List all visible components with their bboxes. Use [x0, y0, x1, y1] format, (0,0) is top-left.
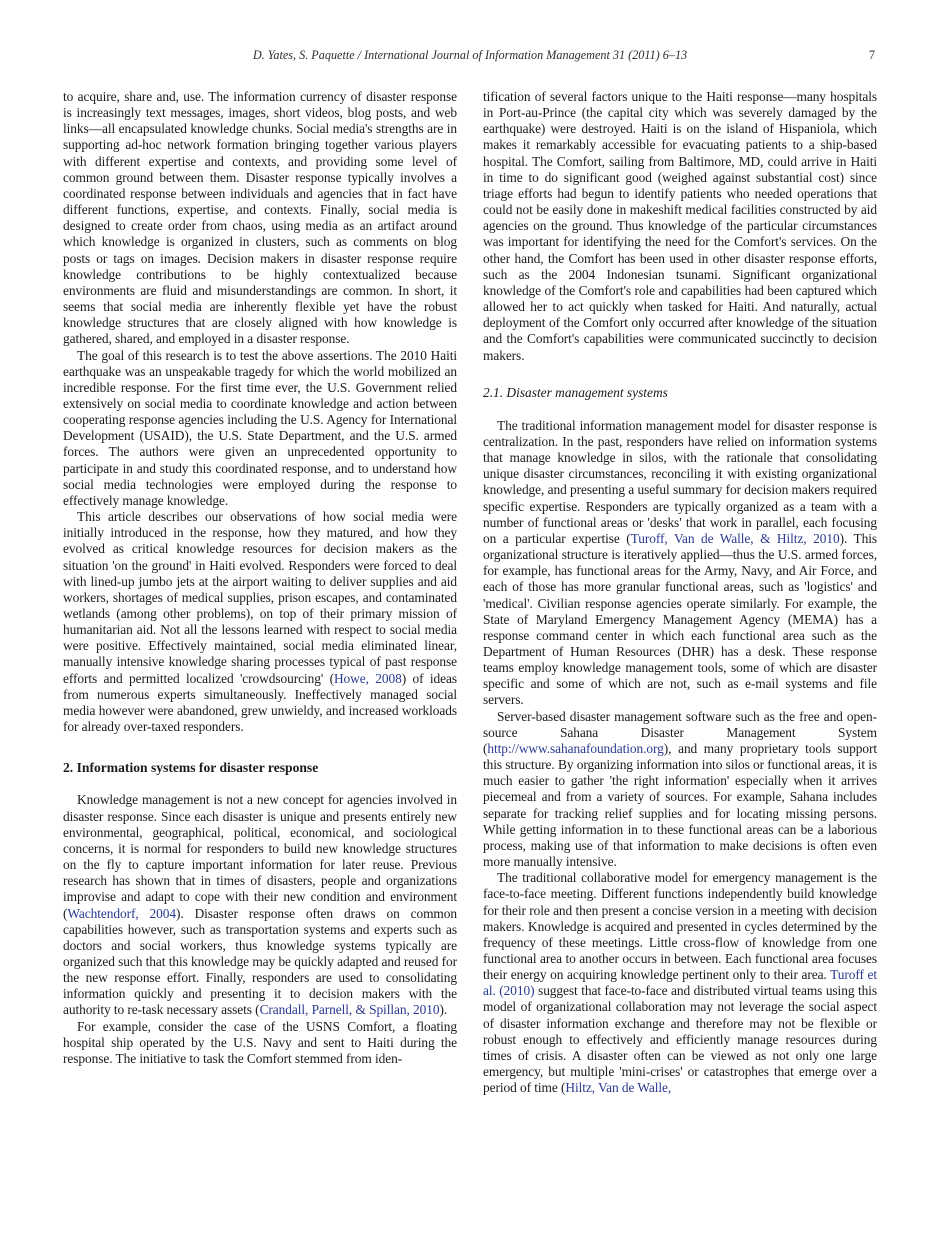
two-column-body [63, 89, 877, 1096]
text-run: 2.1. Disaster management systems [483, 384, 668, 400]
citation-wachtendorf-2004[interactable]: Wachtendorf, 2004 [67, 905, 176, 921]
paragraph [483, 709, 877, 871]
running-head [63, 48, 877, 63]
subsection-heading [483, 385, 877, 401]
text-run: ). Disaster response often draws on common capabilities however, such as transportation systems and experts such as doctors and social workers, thus knowledge systems typically are organized such that this knowledge may be quickly adapted and reused for the new response effort. Finally, responders are used to consolidating information quickly and presenting it to decision makers with the authority to re-task necessary assets ( [63, 905, 458, 1018]
text-run: This article describes our observations of how social media were initially introduced in the response, how they matured, and how they evolved as critical knowledge resources for decision makers as the situation 'on the ground' in Haiti evolved. Responders were forced to deal with lined-up jumbo jets at the airport waiting to deliver supplies and aid workers, shortages of medical supplies, prison escapes, and contaminated wetlands (among other problems), on top of their primary mission of humanitarian aid. Not all the lessons learned with respect to social media were positive. Effectively maintained, social media eliminated linear, manually intensive knowledge sharing processes typical of past response efforts and permitted localized 'crowdsourcing' ( [63, 509, 457, 686]
text-run: suggest that face-to-face and distributed virtual teams using this model of organizational collaboration may not leverage the social aspect of disaster information exchange and therefore may not be flexible or robust enough to effectively and efficiently manage resources during times of crisis. A disaster often can be viewed as not only one large emergency, but multiple 'mini-crises' or catastrophes that emerge over a period of time ( [483, 983, 877, 1096]
text-run: to acquire, share and, use. The information currency of disaster response is increasingly text messages, images, short videos, blog posts, and web links—all encapsulated knowledge chunks. Social media's strengths are in supporting ad-hoc network formation bringing together various players with different expertise and contexts, and providing some level of common ground between them. Disaster response typically involves a coordinated response between individuals and agencies that in fact have different functions, expertise, and contexts. Finally, social media is designed to create order from chaos, using media as an artifact around which knowledge is organized in clusters, such as comments on blog posts or tags on images. Decision makers in disaster response require knowledge contributions to be highly contextualized because environments are fluid and misunderstandings are common. In short, it seems that social media are inherently flexible yet have the robust knowledge structures that are closely aligned with how knowledge is gathered, shared, and employed in a disaster response. [63, 89, 457, 347]
text-run: Knowledge management is not a new concept for agencies involved in disaster response. Since each disaster is unique and presents entirely new environmental, geographical, political, economical, and sociological concerns, it is normal for responders to build new knowledge structures on the fly to capture important information for later reuse. Previous research has shown that in times of disasters, people and organizations improvise and adapt to cope with their new condition and environment ( [63, 792, 457, 921]
paragraph [63, 89, 457, 348]
paragraph [483, 89, 877, 364]
text-run: tification of several factors unique to the Haiti response—many hospitals in Port-au-Prince (the capital city which was severely damaged by the earthquake) were destroyed. Haiti is on the island of Hispaniola, which makes it remarkably accessible for evacuating patients to a ship-based hospital. The Comfort, sailing from Baltimore, MD, could arrive in Haiti in time to do significant good (weighed against substantial cost) since triage efforts had begun to identify patients who needed operations that could not be easily done in makeshift medical facilities constructed by aid agencies on the ground. Thus knowledge of the particular circumstances was important for identifying the need for the Comfort's services. On the other hand, the Comfort has been used in other disaster response efforts, such as the 2004 Indonesian tsunami. Significant organizational knowledge of the Comfort's role and capabilities had been captured which allowed her to act quickly when tasked for Haiti. And naturally, actual deployment of the Comfort only occurred after knowledge of the situation and the Comfort's capabilities were communicated succinctly to decision makers. [483, 89, 877, 363]
text-run: ). This organizational structure is iteratively applied—thus the U.S. armed forces, for example, has functional areas for the Army, Navy, and Air Force, and each of those has more granular functional areas, such as 'logistics' and 'medical'. Civilian response agencies operate similarly. For example, the State of Maryland Emergency Management Agency (MEMA) has a response command center in which each functional area such as the Department of Human Resources (DHR) has a desk. These response teams employ knowledge management tools, some of which are disaster specific and some of which are not, such as e-mail systems and file servers. [483, 530, 877, 708]
text-run: 2. Information systems for disaster response [63, 760, 319, 776]
running-head-title: D. Yates, S. Paquette / International Journal of Information Management 31 (2011) 6–13 [252, 48, 688, 62]
section-heading [63, 760, 457, 776]
link-sahana-url[interactable]: http://www.sahanafoundation.org [487, 740, 664, 756]
paragraph [483, 870, 877, 1096]
column-right [483, 89, 877, 1096]
page-number: 7 [868, 48, 875, 62]
text-run: For example, consider the case of the USNS Comfort, a floating hospital ship operated by the U.S. Navy and sent to Haiti during the response. The initiative to task the Comfort stemmed from iden- [63, 1018, 457, 1066]
text-run: ) of ideas from numerous experts simultaneously. Ineffectively managed social media however were abandoned, grew unwieldy, and increased workloads for already over-taxed responders. [63, 670, 457, 735]
paragraph [63, 348, 457, 510]
paragraph [63, 792, 457, 1018]
paragraph [483, 418, 877, 709]
citation-crandall-2010[interactable]: Crandall, Parnell, & Spillan, 2010 [259, 1002, 440, 1018]
column-left [63, 89, 457, 1096]
paragraph [63, 1019, 457, 1067]
text-run: The traditional information management model for disaster response is centralization. In the past, responders have relied on information systems that manage knowledge in silos, with the rationale that consolidating unique disaster circumstances, reconciling it with existing organizational knowledge, and presenting a useful summary for decision makers required specific expertise. Responders are typically organized as a team with a number of functional areas or 'desks' that work in parallel, each focusing on a particular expertise ( [483, 417, 877, 546]
citation-howe-2008[interactable]: Howe, 2008 [333, 670, 402, 686]
text-run: Server-based disaster management software such as the free and open-source Sahana Disaster Management System ( [483, 708, 877, 756]
citation-turoff-etal-2010[interactable]: Turoff et al. (2010) [483, 967, 878, 999]
citation-turoff-2010[interactable]: Turoff, Van de Walle, & Hiltz, 2010 [630, 530, 840, 546]
text-run: ). [439, 1002, 448, 1018]
text-run: The traditional collaborative model for emergency management is the face-to-face meeting. Different functions independently build knowledge for their role and then present a concise version in a meeting with decision makers. Knowledge is acquired and presented in cycles determined by the frequency of these meetings. Little cross-flow of knowledge from one functional area to another occurs in between. Each functional area focuses their energy on acquiring knowledge pertinent only to their area. [483, 870, 877, 983]
text-run: The goal of this research is to test the above assertions. The 2010 Haiti earthquake was an unspeakable tragedy for which the world mobilized an incredible response. For the first time ever, the U.S. Government relied extensively on social media to coordinate knowledge and action between cooperating response agencies including the U.S. Agency for International Development (USAID), the U.S. State Department, and the U.S. armed forces. The authors were given an unprecedented opportunity to participate in and study this coordinated response, and to understand how social media technologies were employed during the response to effectively manage knowledge. [63, 347, 457, 508]
text-run: ), and many proprietary tools support this structure. By organizing information into silos or functional areas, it is much easier to gather 'the right information' especially when it arrives piecemeal and from a variety of sources. For example, Sahana includes separate for tracking relief supplies and for locating missing persons. While getting information in to these functional areas can be a laborious process, making use of that information to make decisions is often even more manually intensive. [483, 740, 877, 870]
citation-hiltz-vandewalle[interactable]: Hiltz, Van de Walle, [565, 1080, 672, 1096]
paragraph [63, 509, 457, 735]
